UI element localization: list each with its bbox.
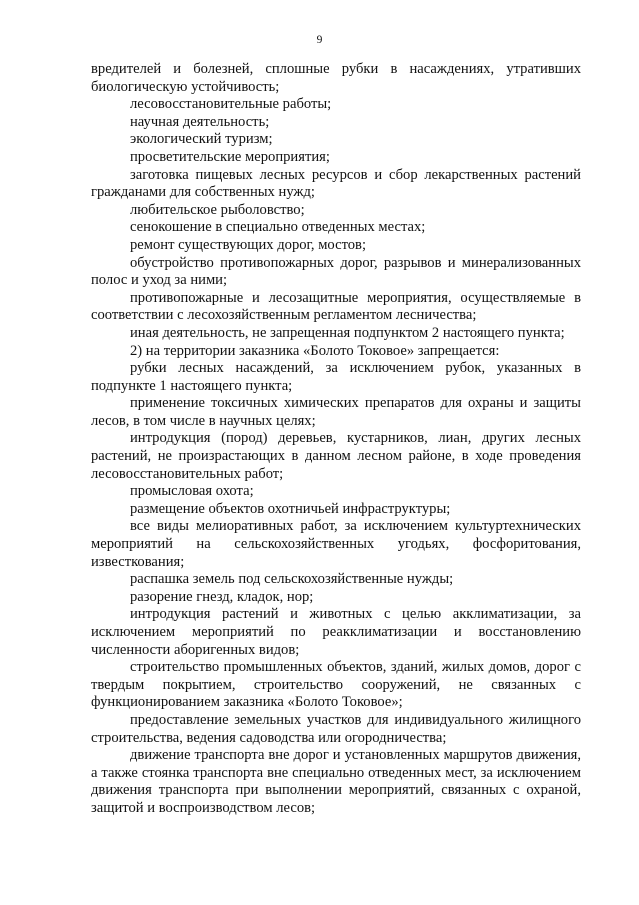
paragraph: движение транспорта вне дорог и установленных маршрутов движения, а также стоянка транспорта вне специально отведенных мест, за исключением движения транспорта при выполнении мероприятий, связанных с охраной, защитой и воспроизводством лесов;: [91, 747, 581, 816]
subpoint-heading: 2) на территории заказника «Болото Токовое» запрещается:: [130, 342, 500, 359]
paragraph: рубки лесных насаждений, за исключением рубок, указанных в подпункте 1 настоящего пункта;: [91, 360, 581, 394]
paragraph: применение токсичных химических препаратов для охраны и защиты лесов, в том числе в научных целях;: [91, 395, 581, 429]
paragraph: предоставление земельных участков для индивидуального жилищного строительства, ведения садоводства или огородничества;: [91, 711, 581, 746]
paragraph: интродукция растений и животных с целью акклиматизации, за исключением мероприятий по реакклиматизации и восстановлению численности аборигенных видов;: [91, 606, 581, 658]
paragraph: лесовосстановительные работы;: [130, 96, 332, 113]
paragraph: распашка земель под сельскохозяйственные нужды;: [130, 571, 454, 588]
paragraph: любительское рыболовство;: [130, 201, 305, 218]
paragraph: разорение гнезд, кладок, нор;: [130, 588, 314, 605]
document-body: [91, 61, 581, 818]
paragraph: научная деятельность;: [130, 113, 270, 130]
paragraph: сенокошение в специально отведенных местах;: [130, 219, 426, 236]
paragraph: заготовка пищевых лесных ресурсов и сбор лекарственных растений гражданами для собственных нужд;: [91, 166, 581, 201]
page-number: 9: [316, 34, 323, 46]
paragraph: противопожарные и лесозащитные мероприятия, осуществляемые в соответствии с лесохозяйственным регламентом лесничества;: [91, 289, 581, 324]
paragraph: иная деятельность, не запрещенная подпунктом 2 настоящего пункта;: [130, 324, 565, 341]
paragraph: экологический туризм;: [130, 131, 273, 148]
paragraph: вредителей и болезней, сплошные рубки в насаждениях, утративших биологическую устойчивость;: [91, 61, 581, 95]
paragraph: размещение объектов охотничьей инфраструктуры;: [130, 500, 451, 517]
paragraph: все виды мелиоративных работ, за исключением культуртехнических мероприятий на сельскохозяйственных угодьях, фосфоритования, известкования;: [91, 518, 581, 570]
paragraph: промысловая охота;: [130, 483, 254, 500]
paragraph: обустройство противопожарных дорог, разрывов и минерализованных полос и уход за ними;: [91, 254, 581, 289]
paragraph: строительство промышленных объектов, зданий, жилых домов, дорог с твердым покрытием, строительство сооружений, не связанных с функционированием заказника «Болото Токовое»;: [91, 659, 581, 711]
paragraph: просветительские мероприятия;: [130, 148, 330, 165]
paragraph: интродукция (пород) деревьев, кустарников, лиан, других лесных растений, не произрастающих в данном лесном районе, в ходе проведения лесовосстановительных работ;: [91, 430, 581, 482]
paragraph: ремонт существующих дорог, мостов;: [130, 236, 366, 253]
